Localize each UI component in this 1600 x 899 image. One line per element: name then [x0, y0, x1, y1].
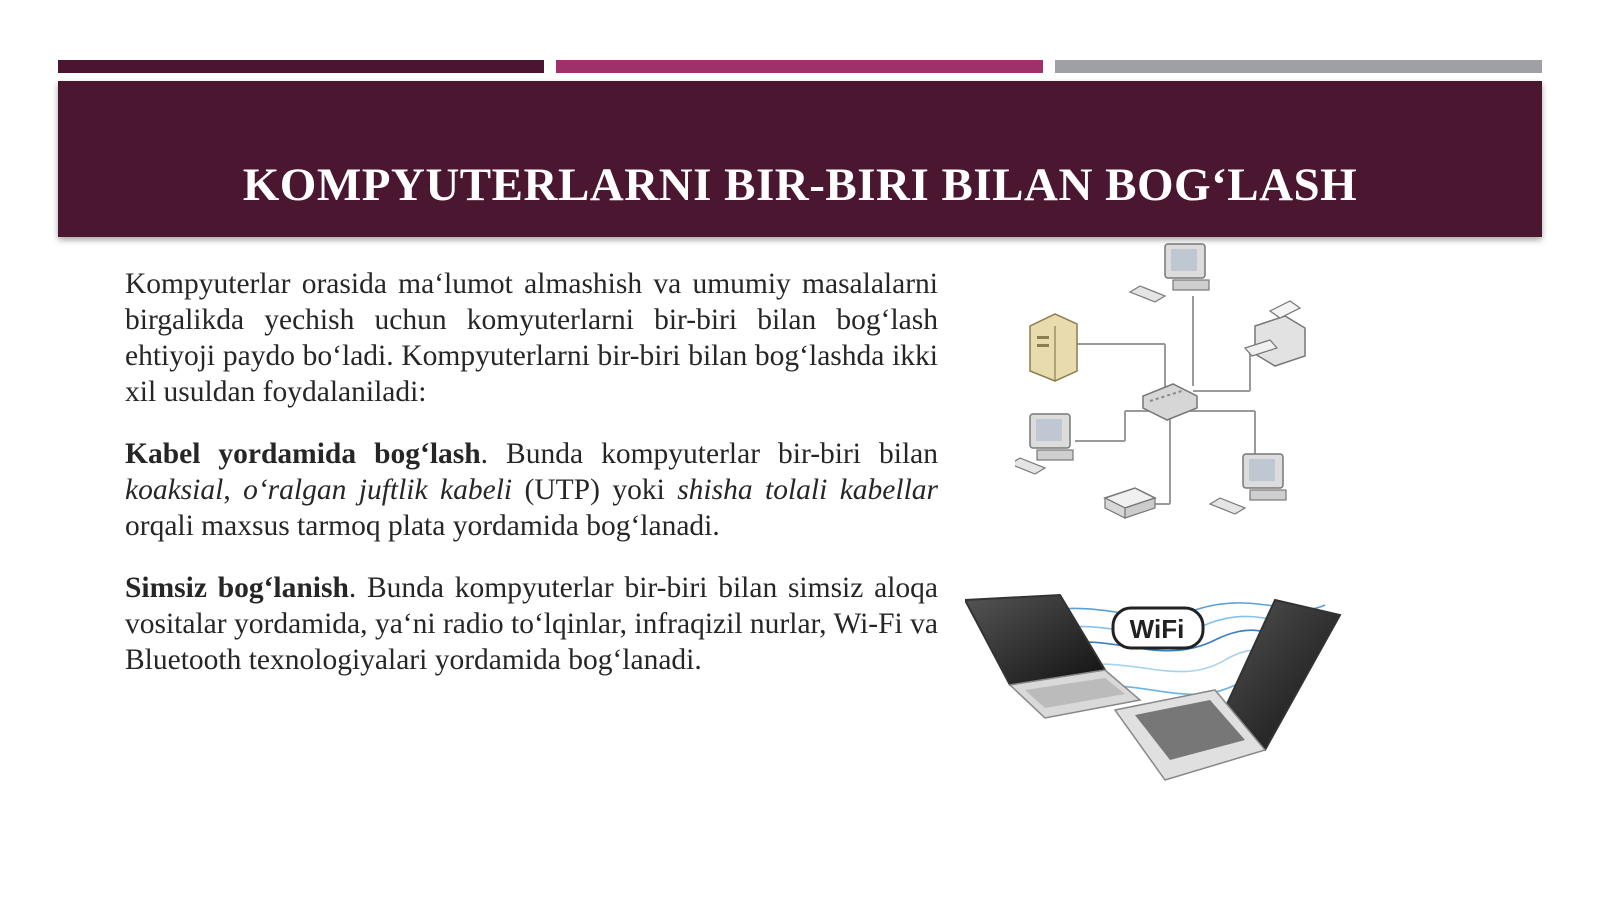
wireless-text: . Bunda kompyuterlar bir-biri bilan simsiz aloqa vositalar yordamida, ya‘ni radio to‘lqinlar, infraqizil nurlar, Wi-Fi va Bluetooth texnologiyalari yordamida bog‘lanadi. [125, 572, 938, 676]
cable-text-1: . Bunda kompyuterlar bir-biri bilan [480, 438, 938, 470]
accent-bar-dark [58, 60, 544, 73]
wireless-paragraph [125, 570, 938, 678]
accent-bar-magenta [556, 60, 1043, 73]
cable-paragraph [125, 436, 938, 544]
cable-italic-1: koaksial [125, 474, 224, 506]
wifi-laptops-icon [965, 590, 1375, 810]
cable-text-4: orqali maxsus tarmoq plata yordamida bog‘lanadi. [125, 510, 720, 542]
network-diagram-icon [1015, 236, 1345, 546]
cable-italic-2: o‘ralgan juftlik kabeli [243, 474, 513, 506]
accent-bar-gray [1055, 60, 1542, 73]
wifi-logo-text: WiFi [1129, 614, 1185, 644]
cable-italic-3: shisha tolali kabellar [677, 474, 939, 506]
cable-heading: Kabel yordamida bog‘lash [125, 438, 481, 470]
wireless-heading: Simsiz bog‘lanish [125, 572, 349, 604]
cable-text-3: (UTP) yoki [512, 474, 678, 506]
cable-text-2: , [223, 474, 244, 506]
slide-title: KOMPYUTERLARNI BIR-BIRI BILAN BOG‘LASH [242, 159, 1358, 211]
slide-body [125, 266, 938, 704]
intro-paragraph: Kompyuterlar orasida ma‘lumot almashish va umumiy masalalarni birgalikda yechish uchun komyuterlarni bir-biri bilan bog‘lash ehtiyoji paydo bo‘ladi. Kompyuterlarni bir-biri bilan bog‘lashda ikki xil usuldan foydalaniladi: [125, 268, 938, 408]
